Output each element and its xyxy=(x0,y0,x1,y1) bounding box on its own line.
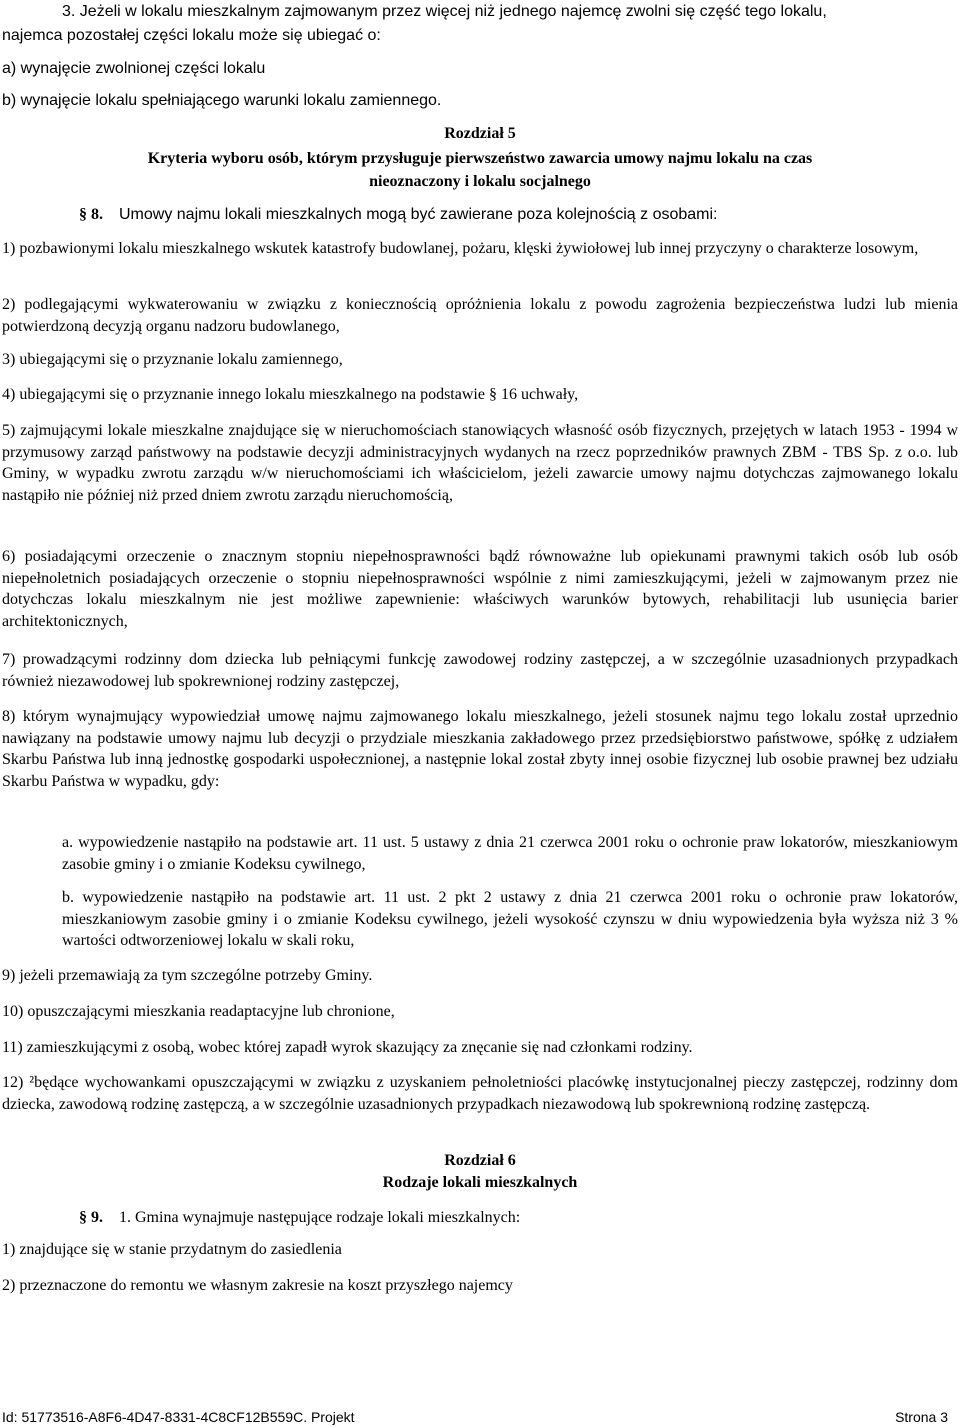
list-item-7: 7) prowadzącymi rodzinny dom dziecka lub pełniącymi funkcję zawodowej rodziny zastępczej, a w szczególnie uzasadnionych przypadkach również niezawodowej lub spokrewnionej rodziny zastępczej, xyxy=(2,651,958,690)
paragraph-8-intro xyxy=(79,205,717,225)
option-a: a) wynajęcie zwolnionej części lokalu xyxy=(2,60,266,77)
paragraph-3-line2: najemca pozostałej części lokalu może się ubiegać o: xyxy=(2,27,381,44)
page-number: Strona 3 xyxy=(895,1409,948,1425)
list-item-4: 4) ubiegającymi się o przyznanie innego lokalu mieszkalnego na podstawie § 16 uchwały, xyxy=(2,386,579,403)
list-item-8: 8) którym wynajmujący wypowiedział umowę najmu zajmowanego lokalu mieszkalnego, jeżeli stosunek najmu tego lokalu został uprzednio nawiązany na podstawie umowy najmu lub decyzji o przydziale mieszkania zakładowego przez przedsiębiorstwo państwowe, spółkę z udziałem Skarbu Państwa lub inną jednostkę gospodarki uspołecznionej, a następnie lokal został zbyty innej osobie fizycznej lub osobie prawnej bez udziału Skarbu Państwa w wypadku, gdy: xyxy=(2,708,958,790)
chapter-6-heading: Rozdział 6 xyxy=(444,1152,516,1169)
list-item-12: 12) ²będące wychowankami opuszczającymi w związku z uzyskaniem pełnoletniości placówkę instytucjonalnej pieczy zastępczej, rodzinny dom dziecka, zawodową rodzinę zastępczą, a w szczególnie uzasadnionych przypadkach niezawodową lub spokrewnioną rodzinę zastępczą. xyxy=(2,1074,958,1113)
list-item-3: 3) ubiegającymi się o przyznanie lokalu zamiennego, xyxy=(2,351,343,368)
section-label: § 9. xyxy=(79,1209,103,1226)
list-item-9: 9) jeżeli przemawiają za tym szczególne potrzeby Gminy. xyxy=(2,967,373,984)
paragraph-9-intro xyxy=(79,1208,520,1228)
par9-item-1: 1) znajdujące się w stanie przydatnym do zasiedlenia xyxy=(2,1241,342,1258)
chapter-6-title: Rodzaje lokali mieszkalnych xyxy=(382,1174,578,1191)
list-item-8a: a. wypowiedzenie nastąpiło na podstawie art. 11 ust. 5 ustawy z dnia 21 czerwca 2001 roku o ochronie praw lokatorów, mieszkaniowym zasobie gminy i o zmianie Kodeksu cywilnego, xyxy=(62,834,958,873)
list-item-6: 6) posiadającymi orzeczenie o znacznym stopniu niepełnosprawności bądź równoważne lub opiekunami prawnymi takich osób lub osób niepełnoletnich posiadających orzeczenie o stopniu niepełnosprawności wspólnie z nimi zamieszkującymi, jeżeli w zajmowanym przez nie dotychczas lokalu mieszkalnym nie jest możliwe zapewnienie: właściwych warunków bytowych, rehabilitacji lub usunięcia barier architektonicznych, xyxy=(2,548,958,630)
par9-item-2: 2) przeznaczone do remontu we własnym zakresie na koszt przyszłego najemcy xyxy=(2,1277,513,1294)
list-item-11: 11) zamieszkującymi z osobą, wobec której zapadł wyrok skazujący za znęcanie się nad członkami rodziny. xyxy=(2,1039,693,1056)
list-item-8b: b. wypowiedzenie nastąpiło na podstawie art. 11 ust. 2 pkt 2 ustawy z dnia 21 czerwca 2001 roku o ochronie praw lokatorów, mieszkaniowym zasobie gminy i o zmianie Kodeksu cywilnego, jeżeli wysokość czynszu w dniu wypowiedzenia była wyższa niż 3 % wartości odtworzeniowej lokalu w skali roku, xyxy=(62,889,958,949)
document-id: Id: 51773516-A8F6-4D47-8331-4C8CF12B559C. Projekt xyxy=(2,1409,355,1425)
list-item-2: 2) podlegającymi wykwaterowaniu w związku z koniecznością opróżnienia lokalu z powodu zagrożenia bezpieczeństwa ludzi lub mienia potwierdzoną decyzją organu nadzoru budowlanego, xyxy=(2,296,958,335)
chapter-5-title-line2: nieoznaczony i lokalu socjalnego xyxy=(369,173,591,190)
paragraph-3-line1: 3. Jeżeli w lokalu mieszkalnym zajmowanym przez więcej niż jednego najemcę zwolni się część tego lokalu, xyxy=(62,3,827,20)
list-item-10: 10) opuszczającymi mieszkania readaptacyjne lub chronione, xyxy=(2,1003,395,1020)
list-item-5: 5) zajmującymi lokale mieszkalne znajdujące się w nieruchomościach stanowiących własność osób fizycznych, przejętych w latach 1953 - 1994 w przymusowy zarząd państwowy na podstawie decyzji administracyjnych wydanych na rzecz poprzedników prawnych ZBM - TBS Sp. z o.o. lub Gminy, w wypadku zwrotu zarządu w/w nieruchomościami ich właścicielom, jeżeli zawarcie umowy najmu dotychczas zajmowanego lokalu nastąpiło nie później niż przed dniem zwrotu zarządu nieruchomością, xyxy=(2,422,958,504)
paragraph-8-intro-text: Umowy najmu lokali mieszkalnych mogą być zawierane poza kolejnością z osobami: xyxy=(119,206,718,223)
section-label: § 8. xyxy=(79,206,103,223)
paragraph-9-intro-text: 1. Gmina wynajmuje następujące rodzaje lokali mieszkalnych: xyxy=(119,1209,521,1226)
chapter-5-heading: Rozdział 5 xyxy=(444,125,516,142)
chapter-5-title-line1: Kryteria wyboru osób, którym przysługuje pierwszeństwo zawarcia umowy najmu lokalu na czas xyxy=(147,150,813,167)
option-b: b) wynajęcie lokalu spełniającego warunki lokalu zamiennego. xyxy=(2,92,442,109)
list-item-1: 1) pozbawionymi lokalu mieszkalnego wskutek katastrofy budowlanej, pożaru, klęski żywiołowej lub innej przyczyny o charakterze losowym, xyxy=(2,240,919,257)
